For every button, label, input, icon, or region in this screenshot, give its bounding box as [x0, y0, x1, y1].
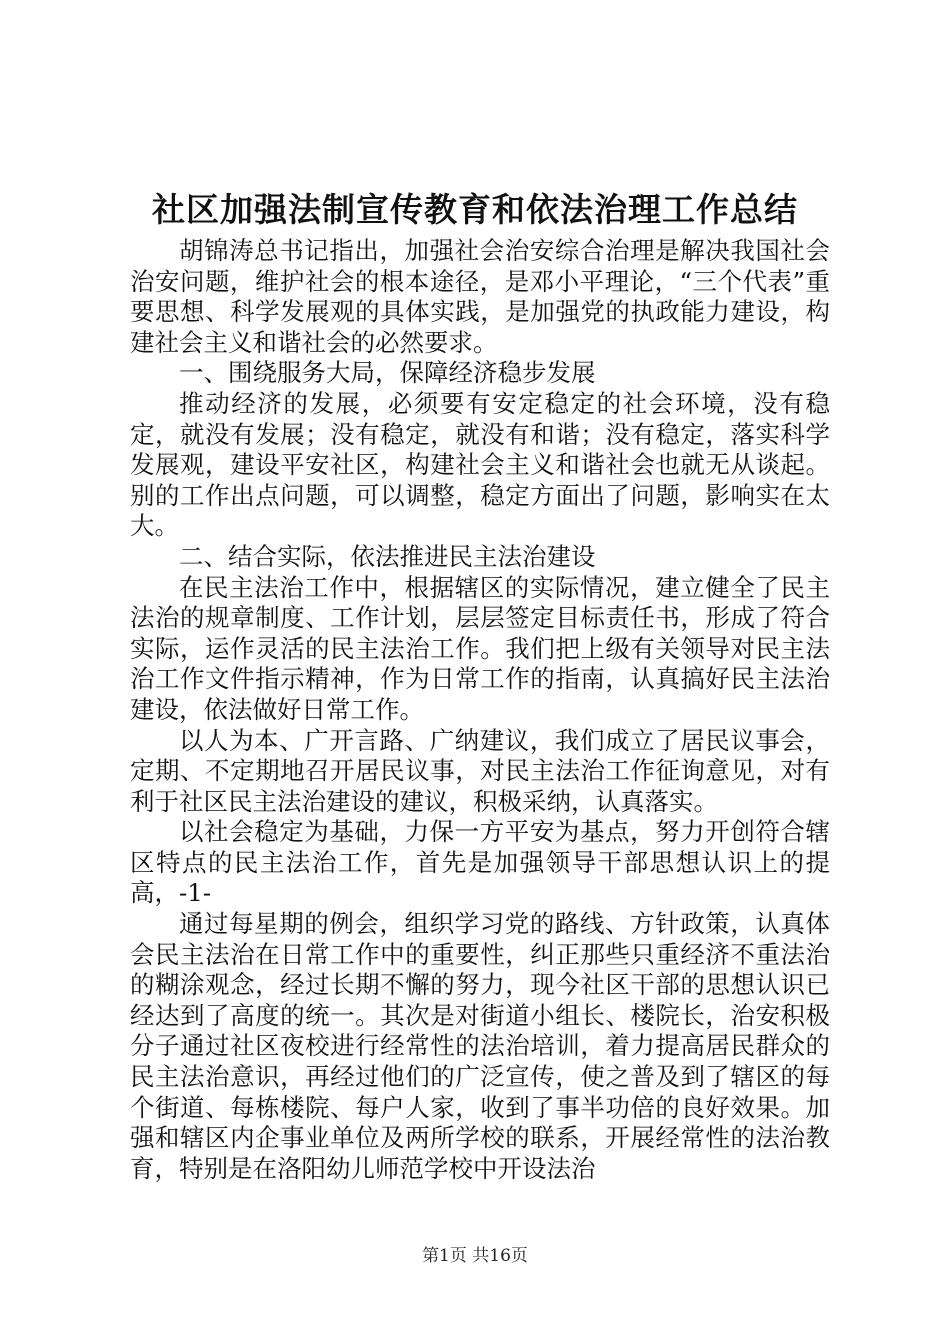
- paragraph-section-2d: 通过每星期的例会，组织学习党的路线、方针政策，认真体会民主法治在日常工作中的重要性，纠正那些只重经济不重法治的糊涂观念，经过长期不懈的努力，现今社区干部的思想认识已经达到了高度的统一。其次是对街道小组长、楼院长，治安积极分子通过社区夜校进行经常性的法治培训，着力提高居民群众的民主法治意识，再经过他们的广泛宣传，使之普及到了辖区的每个街道、每栋楼院、每户人家，收到了事半功倍的良好效果。加强和辖区内企事业单位及两所学校的联系，开展经常性的法治教育，特别是在洛阳幼儿师范学校中开设法治: [130, 909, 830, 1183]
- paragraph-intro: 胡锦涛总书记指出，加强社会治安综合治理是解决我国社会治安问题，维护社会的根本途径，是邓小平理论，“三个代表”重要思想、科学发展观的具体实践，是加强党的执政能力建设，构建社会主义和谐社会的必然要求。: [130, 236, 830, 357]
- document-body: [130, 236, 830, 1184]
- paragraph-section-1: 推动经济的发展，必须要有安定稳定的社会环境，没有稳定，就没有发展；没有稳定，就没有和谐；没有稳定，落实科学发展观，建设平安社区，构建社会主义和谐社会也就无从谈起。别的工作出点问题，可以调整，稳定方面出了问题，影响实在太大。: [130, 388, 830, 541]
- section-heading-2: 二、结合实际，依法推进民主法治建设: [179, 541, 596, 571]
- paragraph-section-2b: 以人为本、广开言路、广纳建议，我们成立了居民议事会，定期、不定期地召开居民议事，对民主法治工作征询意见，对有利于社区民主法治建设的建议，积极采纳，认真落实。: [130, 725, 830, 816]
- paragraph-section-2c: 以社会稳定为基础，力保一方平安为基点，努力开创符合辖区特点的民主法治工作，首先是加强领导干部思想认识上的提高，-1-: [130, 817, 830, 908]
- document-title: 社区加强法制宣传教育和依法治理工作总结: [152, 190, 798, 229]
- paragraph-section-2a: 在民主法治工作中，根据辖区的实际情况，建立健全了民主法治的规章制度、工作计划，层层签定目标责任书，形成了符合实际，运作灵活的民主法治工作。我们把上级有关领导对民主法治工作文件指示精神，作为日常工作的指南，认真搞好民主法治建设，依法做好日常工作。: [130, 572, 830, 724]
- section-heading-1: 一、围绕服务大局，保障经济稳步发展: [179, 358, 596, 388]
- page-number-footer: 第1页 共16页: [422, 1246, 528, 1266]
